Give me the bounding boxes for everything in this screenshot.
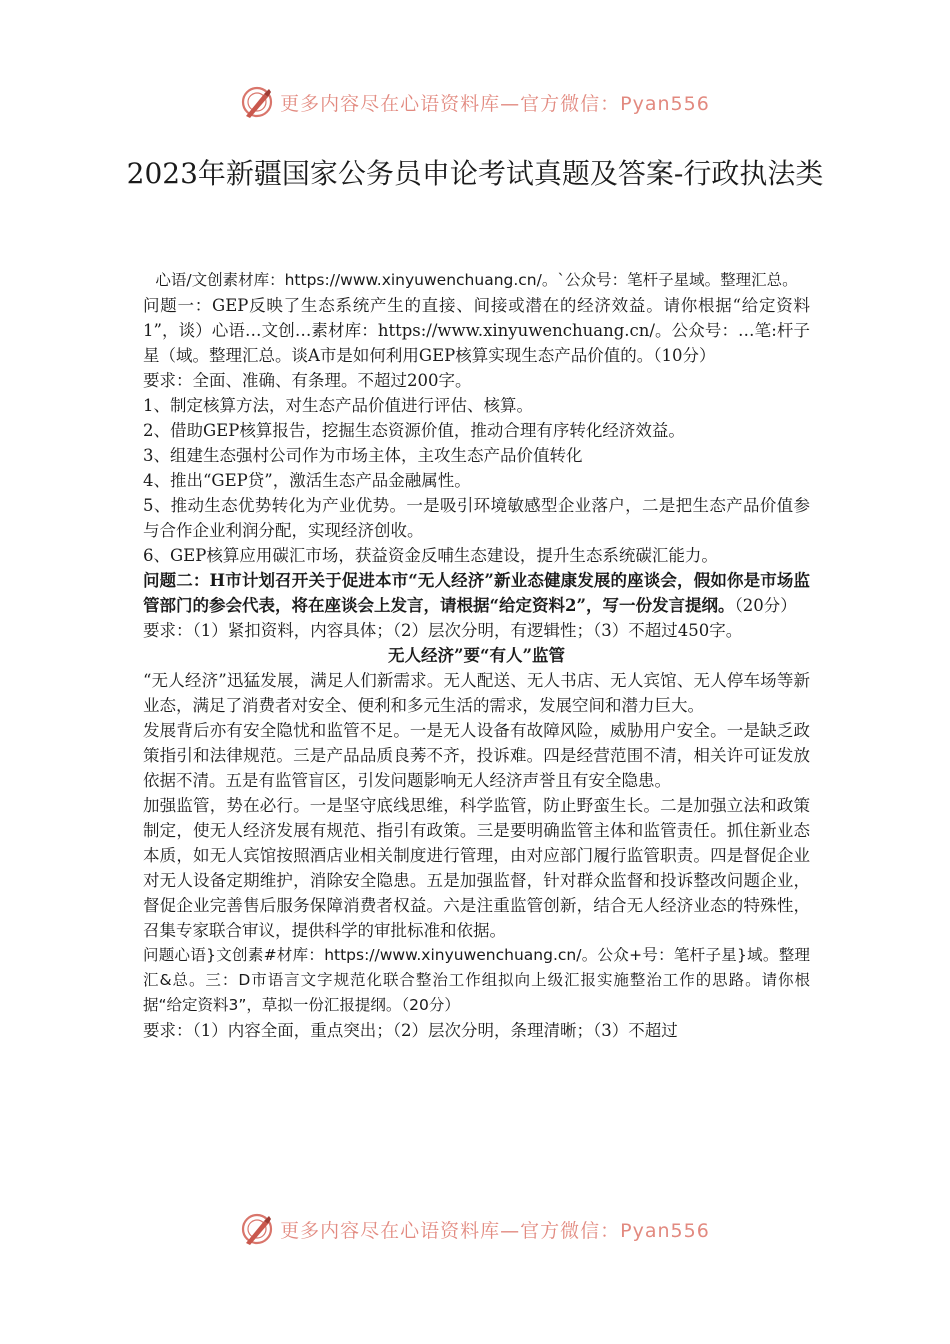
q2-prompt-text: 问题二：H市计划召开关于促进本市“无人经济”新业态健康发展的座谈会，假如你是市场监管部门的参会代表，将在座谈会上发言，请根据“给定资料2”，写一份发言提纲。 [143,571,810,615]
pen-logo-icon [240,85,274,119]
q2-answer-title: 无人经济”要“有人”监管 [388,646,565,665]
page-title: 2023年新疆国家公务员申论考试真题及答案-行政执法类 [126,157,824,190]
footer-banner [0,1207,950,1251]
source-note: 心语/文创素材库：https://www.xinyuwenchuang.cn/。`公众号：笔杆子星域。整理汇总。 [155,271,798,289]
q1-answer-2: 2、借助GEP核算报告，挖掘生态资源价值，推动合理有序转化经济效益。 [143,421,685,440]
q3-requirement: 要求：（1）内容全面，重点突出；（2）层次分明，条理清晰；（3）不超过 [143,1021,678,1040]
q1-answer-6: 6、GEP核算应用碳汇市场，获益资金反哺生态建设，提升生态系统碳汇能力。 [143,546,718,565]
q2-paragraph-2: 发展背后亦有安全隐忧和监管不足。一是无人设备有故障风险，威胁用户安全。一是缺乏政策指引和法律规范。三是产品品质良莠不齐，投诉难。四是经营范围不清，相关许可证发放依据不清。五是有监管盲区，引发问题影响无人经济声誉且有安全隐患。 [143,721,810,790]
q1-answer-3: 3、组建生态强村公司作为市场主体，主攻生态产品价值转化 [143,446,583,465]
q2-requirement: 要求：（1）紧扣资料，内容具体；（2）层次分明，有逻辑性；（3）不超过450字。 [143,621,743,640]
q2-paragraph-3: 加强监管，势在必行。一是坚守底线思维，科学监管，防止野蛮生长。二是加强立法和政策制定，使无人经济发展有规范、指引有政策。三是要明确监管主体和监管责任。抓住新业态本质，如无人宾馆按照酒店业相关制度进行管理，由对应部门履行监管职责。四是督促企业对无人设备定期维护，消除安全隐患。五是加强监督，针对群众监督和投诉整改问题企业，督促企业完善售后服务保障消费者权益。六是注重监管创新，结合无人经济业态的特殊性，召集专家联合审议，提供科学的审批标准和依据。 [143,796,810,940]
q1-answer-5: 5、推动生态优势转化为产业优势。一是吸引环境敏感型企业落户，二是把生态产品价值参与合作企业利润分配，实现经济创收。 [143,496,810,540]
q2-points: （20分） [734,596,797,615]
header-banner [0,80,950,124]
q1-answer-1: 1、制定核算方法，对生态产品价值进行评估、核算。 [143,396,533,415]
pen-logo-icon [240,1212,274,1246]
banner-text: 更多内容尽在心语资料库—官方微信：Pyan556 [280,92,710,115]
q1-prompt: 问题一：GEP反映了生态系统产生的直接、间接或潜在的经济效益。请你根据“给定资料1”，谈）心语…文创…素材库：https://www.xinyuwenchuang.cn/。公众号：…笔:杆子星（域。整理汇总。谈A市是如何利用GEP核算实现生态产品价值的。（10分） [143,296,810,365]
banner-text: 更多内容尽在心语资料库—官方微信：Pyan556 [280,1219,710,1242]
q2-prompt [143,568,810,618]
q1-requirement: 要求：全面、准确、有条理。不超过200字。 [143,371,472,390]
document-body [143,268,810,1043]
q3-prompt: 问题心语}文创素#材库：https://www.xinyuwenchuang.cn/。公众+号：笔杆子星}域。整理汇&总。三：D市语言文字规范化联合整治工作组拟向上级汇报实施整治工作的思路。请你根据“给定资料3”，草拟一份汇报提纲。（20分） [143,946,810,1014]
q1-answer-4: 4、推出“GEP贷”，激活生态产品金融属性。 [143,471,471,490]
q2-paragraph-1: “无人经济”迅猛发展，满足人们新需求。无人配送、无人书店、无人宾馆、无人停车场等新业态，满足了消费者对安全、便利和多元生活的需求，发展空间和潜力巨大。 [143,671,810,715]
